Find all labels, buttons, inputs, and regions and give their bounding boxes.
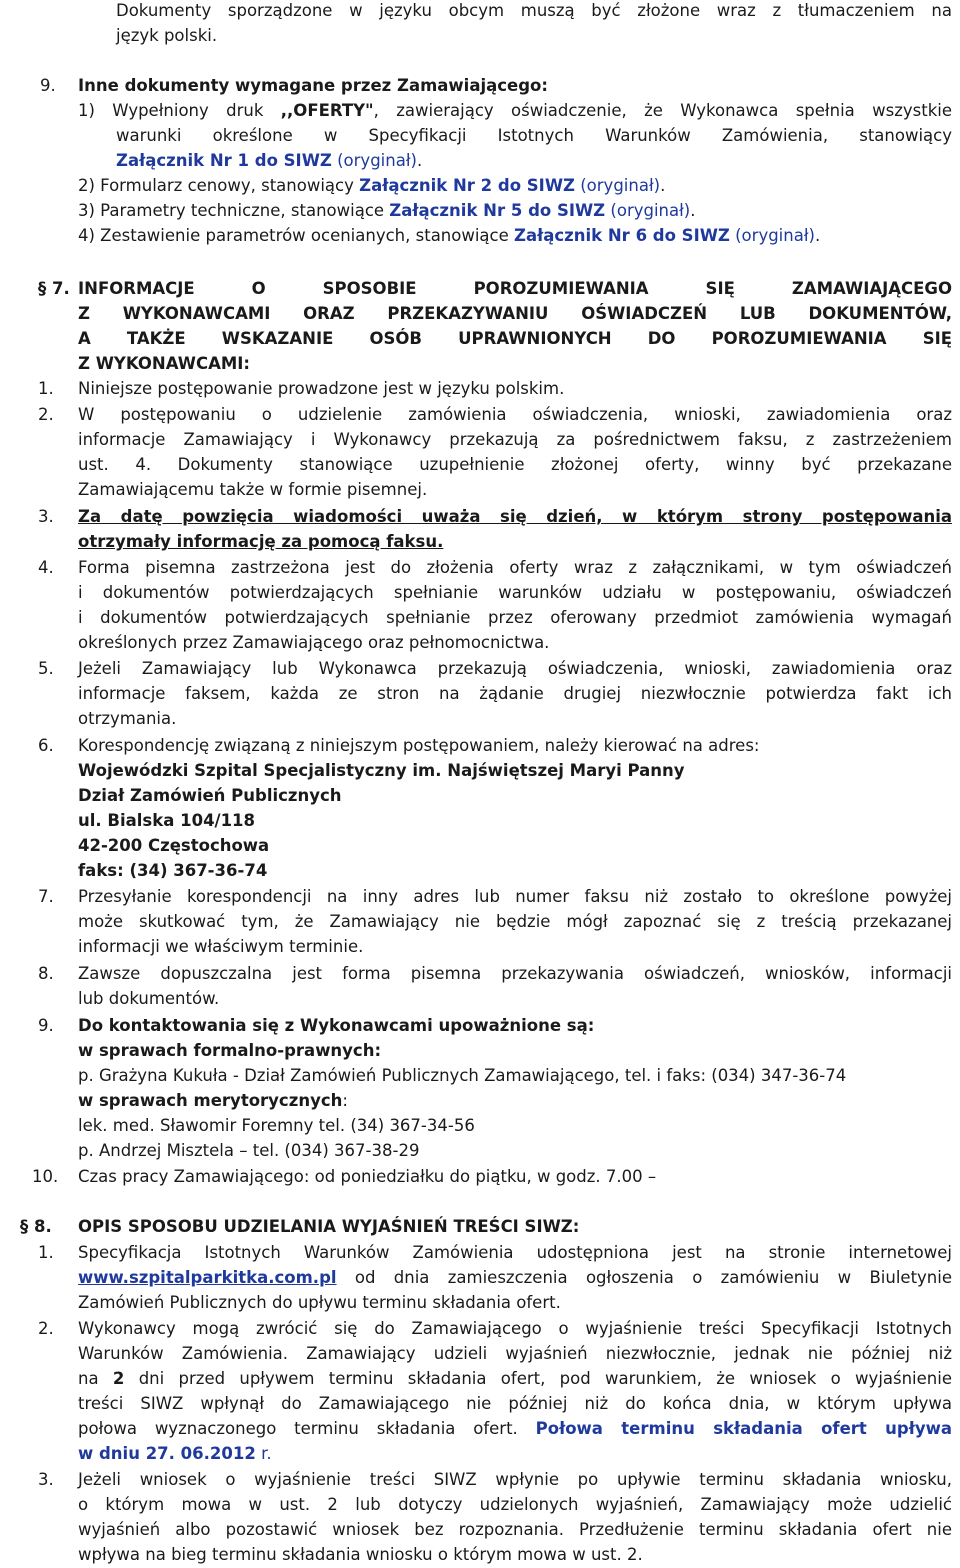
item-text: Korespondencję związaną z niniejszym postępowaniem, należy kierować na adres: [78, 736, 760, 755]
item-number: 6. [38, 736, 54, 755]
item-text: Zamówień Publicznych do upływu terminu składania ofert. [78, 1293, 561, 1312]
item-text: wpływa na bieg terminu składania wniosku o którym mowa w ust. 2. [78, 1545, 643, 1564]
oferty-label: ,,OFERTY" [280, 101, 374, 120]
item-number: 9. [40, 76, 56, 95]
item-text: Za datę powzięcia wiadomości uważa się dzień, w którym strony postępowania [78, 507, 952, 526]
text: . [814, 226, 821, 245]
address-line: Wojewódzki Szpital Specjalistyczny im. Najświętszej Maryi Panny [78, 761, 685, 780]
item-text: ust. 4. Dokumenty stanowiące uzupełnienie złożonej oferty, winny być przekazane [78, 455, 952, 474]
item-number: 4. [38, 558, 54, 577]
item-text [78, 1265, 952, 1290]
item-text: Przesyłanie korespondencji na inny adres lub numer faksu niż zostało to określone powyżej [78, 887, 952, 906]
item-text: Forma pisemna zastrzeżona jest do złożenia oferty wraz z załącznikami, w tym oświadczeń [78, 558, 952, 577]
contact-line: lek. med. Sławomir Foremny tel. (34) 367-34-56 [78, 1116, 475, 1135]
text: r. [255, 1444, 272, 1463]
address-line: Dział Zamówień Publicznych [78, 786, 342, 805]
item-text: wyjaśnień albo pozostawić wniosek bez rozpoznania. Przedłużenie terminu składania ofert nie [78, 1520, 952, 1539]
text: połowa wyznaczonego terminu składania ofert. [78, 1419, 536, 1438]
intro-line-2: język polski. [116, 26, 218, 45]
text: od dnia zamieszczenia ogłoszenia o zamówieniu w Biuletynie [336, 1268, 952, 1287]
item-text: informacje Zamawiający i Wykonawcy przekazują za pośrednictwem faksu, z zastrzeżeniem [78, 430, 952, 449]
attachment-ref: Załącznik Nr 6 do SIWZ [514, 226, 730, 245]
subitem-1-line-1 [78, 98, 952, 123]
subitem-4 [78, 223, 820, 248]
address-fax: faks: (34) 367-36-74 [78, 861, 268, 880]
item-text: w sprawach formalno-prawnych: [78, 1041, 382, 1060]
item-text: Specyfikacja Istotnych Warunków Zamówienia udostępniona jest na stronie internetowej [78, 1243, 952, 1262]
subitem-1-line-3 [116, 148, 422, 173]
item-text: i dokumentów potwierdzających spełnianie przez oferowany przedmiot zamówienia wymagań [78, 608, 952, 627]
text: . [690, 201, 696, 220]
website-link[interactable]: www.szpitalparkitka.com.pl [78, 1268, 337, 1287]
item-text: Niniejsze postępowanie prowadzone jest w języku polskim. [78, 379, 565, 398]
section-heading-line-4: Z WYKONAWCAMI: [78, 354, 251, 373]
item-number: 8. [38, 964, 54, 983]
item-number: 1. [38, 1243, 54, 1262]
text: . [660, 176, 666, 195]
address-line: 42-200 Częstochowa [78, 836, 270, 855]
attachment-ref: Załącznik Nr 1 do SIWZ [116, 151, 332, 170]
item-number: 1. [38, 379, 54, 398]
item-text: Jeżeli Zamawiający lub Wykonawca przekazują oświadczenia, wnioski, zawiadomienia oraz [78, 659, 952, 678]
text: na [78, 1369, 113, 1388]
item-text: Czas pracy Zamawiającego: od poniedziałku do piątku, w godz. 7.00 – [78, 1167, 657, 1186]
item-text: Zawsze dopuszczalna jest forma pisemna przekazywania oświadczeń, wniosków, informacji [78, 964, 952, 983]
section-heading: OPIS SPOSOBU UDZIELANIA WYJAŚNIEŃ TREŚCI SIWZ: [78, 1217, 580, 1236]
text: w sprawach merytorycznych [78, 1091, 343, 1110]
item-text [78, 1366, 952, 1391]
item-number: 5. [38, 659, 54, 678]
item-text: W postępowaniu o udzielenie zamówienia oświadczenia, wnioski, zawiadomienia oraz [78, 405, 952, 424]
item-text: otrzymania. [78, 709, 177, 728]
item-text [78, 1441, 272, 1466]
address-line: ul. Bialska 104/118 [78, 811, 256, 830]
item-text: Jeżeli wniosek o wyjaśnienie treści SIWZ wpłynie po upływie terminu składania wniosku, [78, 1470, 952, 1489]
section-heading-line-2: Z WYKONAWCAMI ORAZ PRZEKAZYWANIU OŚWIADCZEŃ LUB DOKUMENTÓW, [78, 304, 952, 323]
item-text: Do kontaktowania się z Wykonawcami upoważnione są: [78, 1016, 595, 1035]
item-number: 3. [38, 1470, 54, 1489]
item-text: otrzymały informację za pomocą faksu. [78, 532, 444, 551]
text: : [342, 1091, 348, 1110]
item-text: może skutkować tym, że Zamawiający nie będzie mógł zapoznać się z treścią przekazanej [78, 912, 952, 931]
text: 3) Parametry techniczne, stanowiące [78, 201, 390, 220]
original-note: (oryginał) [337, 151, 417, 170]
item-text: informacje faksem, każda ze stron na żądanie drugiej niezwłocznie potwierdza fakt ich [78, 684, 952, 703]
deadline-note: Połowa terminu składania ofert upływa [535, 1419, 952, 1438]
original-note: (oryginał) [610, 201, 691, 220]
deadline-date: w dniu 27. 06.2012 [78, 1444, 256, 1463]
item-text: określonych przez Zamawiającego oraz pełnomocnictwa. [78, 633, 550, 652]
text: . [416, 151, 423, 170]
item-text: o którym mowa w ust. 2 lub dotyczy udzielonych wyjaśnień, Zamawiający może udzielić [78, 1495, 952, 1514]
attachment-ref: Załącznik Nr 2 do SIWZ [359, 176, 575, 195]
text: dni przed upływem terminu składania ofert, pod warunkiem, że wniosek o wyjaśnienie [124, 1369, 952, 1388]
original-note: (oryginał) [580, 176, 661, 195]
subitem-2 [78, 173, 665, 198]
item-text: i dokumentów potwierdzających spełnianie warunków udziału w postępowaniu, oświadczeń [78, 583, 952, 602]
item-number: 10. [32, 1167, 59, 1186]
item-text: informacji we właściwym terminie. [78, 937, 364, 956]
item-number: 7. [38, 887, 54, 906]
item-number: 9. [38, 1016, 54, 1035]
section-mark: § 8. [20, 1217, 52, 1236]
item-text [78, 1416, 952, 1441]
contact-line: p. Andrzej Misztela – tel. (034) 367-38-29 [78, 1141, 420, 1160]
intro-line-1: Dokumenty sporządzone w języku obcym muszą być złożone wraz z tłumaczeniem na [116, 1, 952, 20]
section-heading-line-3: A TAKŻE WSKAZANIE OSÓB UPRAWNIONYCH DO POROZUMIEWANIA SIĘ [78, 329, 952, 348]
item-title: Inne dokumenty wymagane przez Zamawiającego: [78, 76, 548, 95]
subitem-1-line-2: warunki określone w Specyfikacji Istotnych Warunków Zamówienia, stanowiący [116, 126, 952, 145]
section-mark: § 7. [38, 279, 70, 298]
original-note: (oryginał) [735, 226, 815, 245]
item-text: lub dokumentów. [78, 989, 220, 1008]
section-heading-line-1: INFORMACJE O SPOSOBIE POROZUMIEWANIA SIĘ ZAMAWIAJĄCEGO [78, 279, 952, 298]
attachment-ref: Załącznik Nr 5 do SIWZ [389, 201, 606, 220]
text: 2 [112, 1369, 125, 1388]
contact-line: p. Grażyna Kukuła - Dział Zamówień Publicznych Zamawiającego, tel. i faks: (034) 347-36-74 [78, 1066, 847, 1085]
text: , zawierający oświadczenie, że Wykonawca spełnia wszystkie [373, 101, 953, 120]
item-text: Warunków Zamówienia. Zamawiający udzieli wyjaśnień niezwłocznie, jednak nie później niż [78, 1344, 952, 1363]
text: 4) Zestawienie parametrów ocenianych, stanowiące [78, 226, 515, 245]
item-number: 2. [38, 1319, 54, 1338]
text: 1) Wypełniony druk [78, 101, 281, 120]
subitem-3 [78, 198, 696, 223]
text: 2) Formularz cenowy, stanowiący [78, 176, 360, 195]
item-text [78, 1088, 348, 1113]
item-number: 2. [38, 405, 54, 424]
item-text: treści SIWZ wpłynął do Zamawiającego nie później niż do końca dnia, w którym upływa [78, 1394, 952, 1413]
item-text: Wykonawcy mogą zwrócić się do Zamawiającego o wyjaśnienie treści Specyfikacji Istotnych [78, 1319, 952, 1338]
item-text: Zamawiającemu także w formie pisemnej. [78, 480, 428, 499]
item-number: 3. [38, 507, 54, 526]
